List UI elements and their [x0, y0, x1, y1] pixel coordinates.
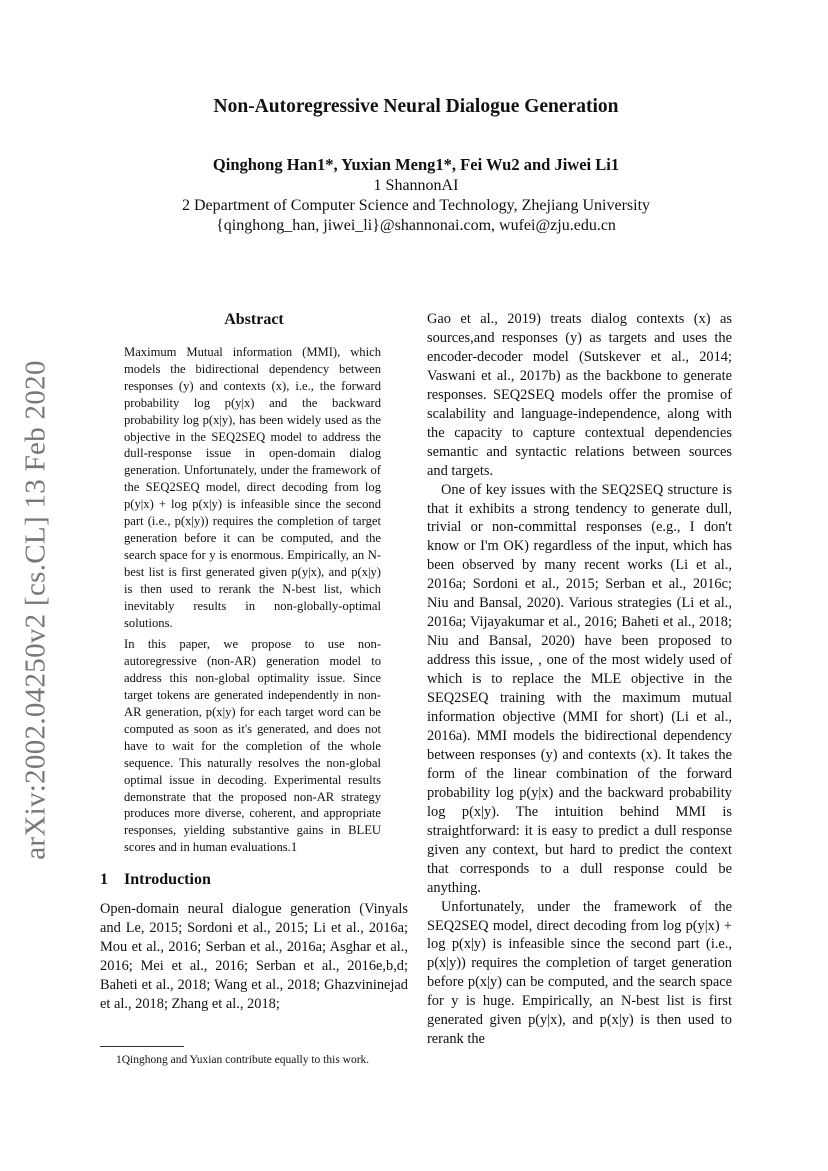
paper-title: Non-Autoregressive Neural Dialogue Generation — [213, 96, 619, 117]
author-emails: {qinghong_han, jiwei_li}@shannonai.com, wufei@zju.edu.cn — [216, 217, 616, 234]
section-number: 1 — [100, 871, 108, 889]
introduction-paragraph-1: Open-domain neural dialogue generation (Vinyals and Le, 2015; Sordoni et al., 2015; Li et al., 2016a; Mou et al., 2016; Serban et al., 2016a; Asghar et al., 2016; Mei et al., 2016; Serban et al., 2016e,b,d; Baheti et al., 2018; Wang et al., 2018; Ghazvininejad et al., 2018; Zhang et al., 2018; — [100, 901, 408, 1012]
abstract-heading: Abstract — [224, 311, 284, 328]
abstract-body — [100, 344, 408, 856]
section-title: Introduction — [124, 871, 211, 889]
author-list: Qinghong Han1*, Yuxian Meng1*, Fei Wu2 and Jiwei Li1 — [212, 155, 620, 174]
right-paragraph-2: One of key issues with the SEQ2SEQ structure is that it exhibits a strong tendency to generate dull, trivial or non-committal responses (e.g., I don't know or I'm OK) regardless of the input, which has been observed by many recent works (Li et al., 2016a; Sordoni et al., 2015; Serban et al., 2016c; Niu and Bansal, 2020). Various strategies (Li et al., 2016a; Vijayakumar et al., 2016; Baheti et al., 2018; Niu and Bansal, 2020) have been proposed to address this issue, , one of the most widely used of which is to replace the MLE objective in the SEQ2SEQ training with the maximum mutual information objective (MMI for short) (Li et al., 2016a). MMI models the bidirectional dependency between responses (y) and contexts (x). It takes the form of the linear combination of the forward probability log p(y|x) and the backward probability log p(x|y). The intuition behind MMI is straightforward: it is easy to predict a dull response given any context, but hard to predict the context that corresponds to a dull response could be anything. — [427, 481, 732, 896]
affiliation-1: 1 ShannonAI — [373, 177, 459, 194]
introduction-body — [100, 900, 408, 1014]
left-column — [100, 310, 408, 1014]
arxiv-sidebar — [14, 360, 58, 860]
paper-header — [100, 94, 732, 236]
arxiv-identifier: arXiv:2002.04250v2 [cs.CL] 13 Feb 2020 — [19, 360, 52, 860]
footnote-text: 1Qinghong and Yuxian contribute equally to this work. — [116, 1054, 370, 1066]
right-paragraph-1: Gao et al., 2019) treats dialog contexts (x) as sources,and responses (y) as targets and uses the encoder-decoder model (Sutskever et al., 2014; Vaswani et al., 2017b) as the backbone to generate responses. SEQ2SEQ models offer the promise of scalability and language-independence, along with the capacity to capture contextual dependencies semantic and syntactic relations between sources and targets. — [427, 311, 732, 479]
right-column — [427, 310, 732, 1049]
footnote-rule — [100, 1046, 184, 1047]
section-heading-introduction — [100, 870, 408, 890]
right-paragraph-3: Unfortunately, under the framework of the SEQ2SEQ model, direct decoding from log p(y|x) + log p(x|y) is infeasible since the second part (i.e., p(x|y)) requires the completion of target generation before p(x|y) can be computed, and the search space for y is huge. Empirically, an N-best list is first generated given p(y|x), and p(x|y) is then used to rerank the — [427, 898, 732, 1048]
affiliation-2: 2 Department of Computer Science and Technology, Zhejiang University — [181, 197, 651, 214]
abstract-paragraph-2: In this paper, we propose to use non-autoregressive (non-AR) generation model to address this non-global optimality issue. Since target tokens are generated independently in non-AR generation, p(x|y) for each target word can be computed as soon as it's generated, and does not have to wait for the completion of the whole sequence. This naturally resolves the non-global optimal issue in decoding. Experimental results demonstrate that the proposed non-AR strategy produces more diverse, coherent, and appropriate responses, yielding substantive gains in BLEU scores and in human evaluations.1 — [124, 637, 381, 855]
abstract-paragraph-1: Maximum Mutual information (MMI), which models the bidirectional dependency between responses (y) and contexts (x), i.e., the forward probability log p(y|x) and the backward probability log p(x|y), has been widely used as the objective in the SEQ2SEQ model to address the dull-response issue in open-domain dialog generation. Unfortunately, under the framework of the SEQ2SEQ model, direct decoding from log p(y|x) + log p(x|y) is infeasible since the second part (i.e., p(x|y)) requires the completion of target generation before it can be computed, and the search space for y is enormous. Empirically, an N-best list is first generated given p(y|x), and p(x|y) is then used to rerank the N-best list, which inevitably results in non-globally-optimal solutions. — [124, 345, 381, 630]
footnote — [100, 1046, 408, 1068]
